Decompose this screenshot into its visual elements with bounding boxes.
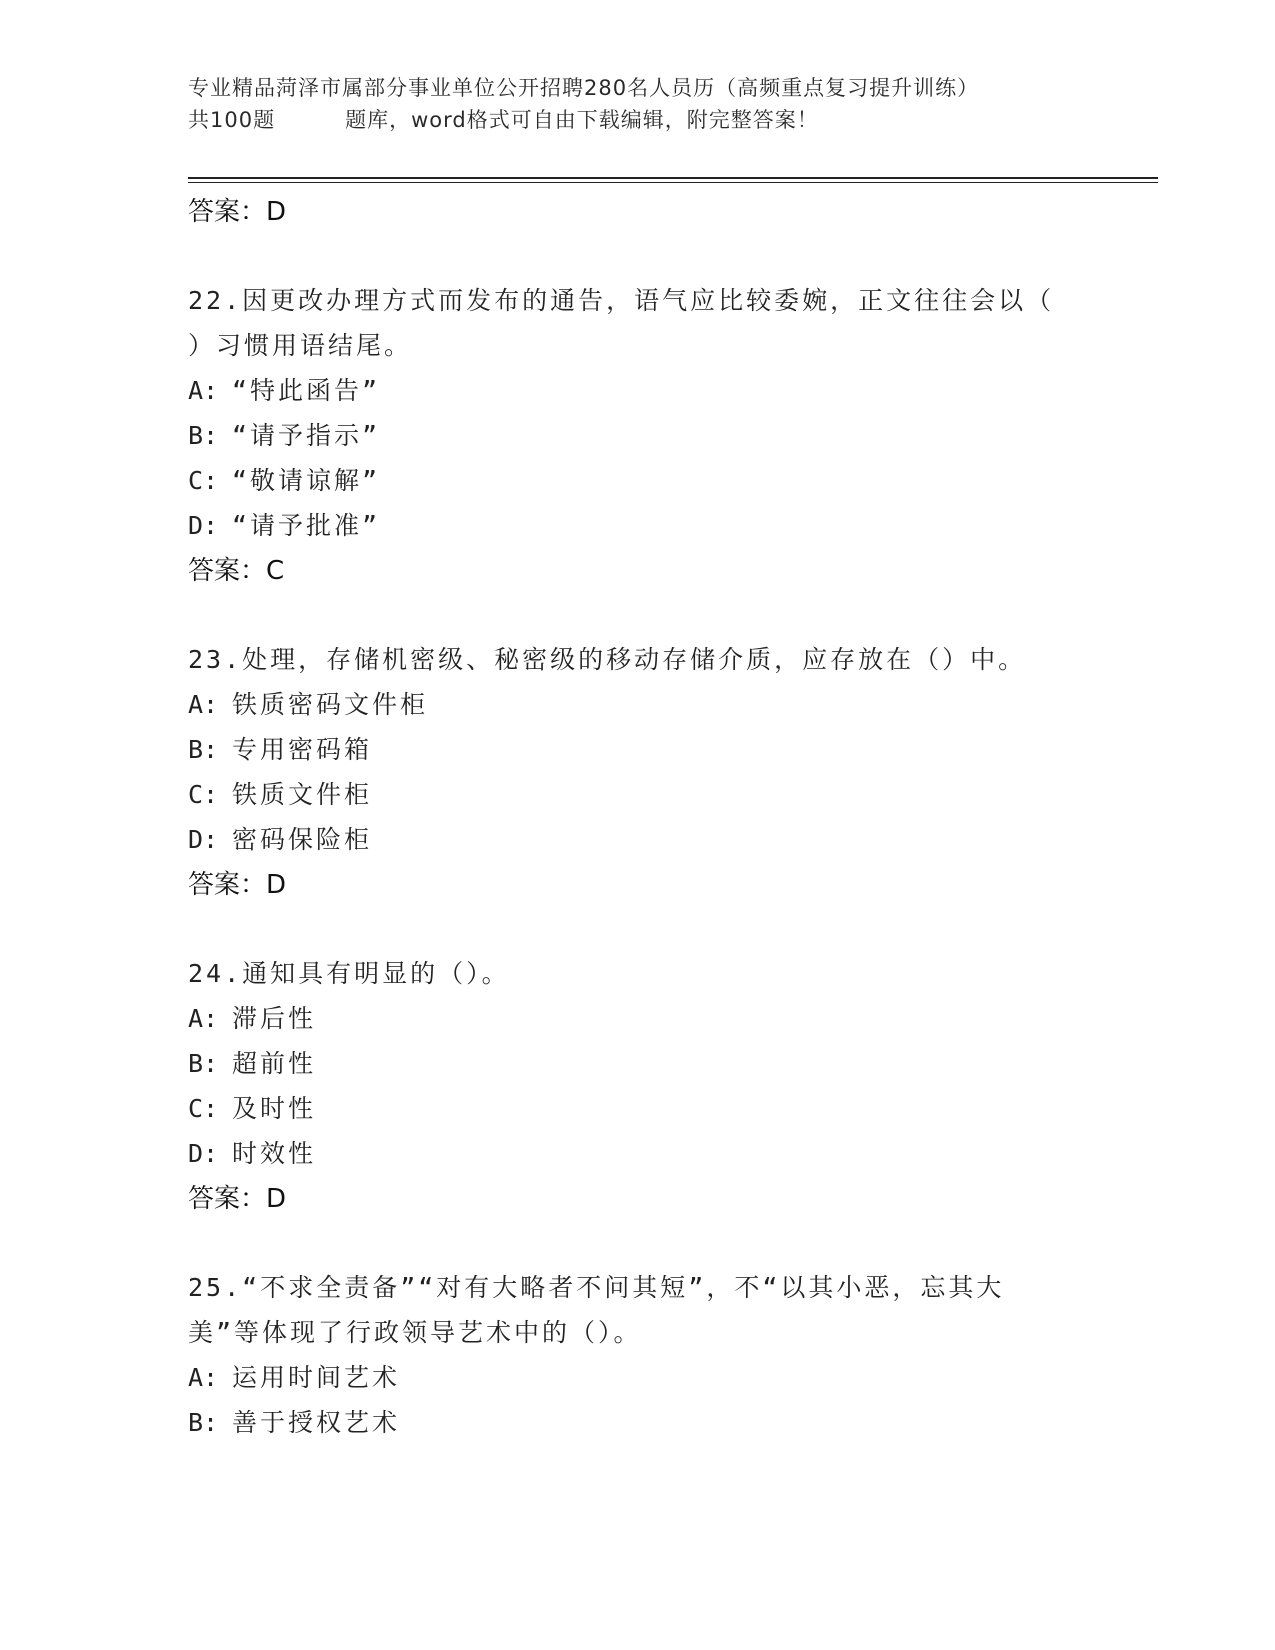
option-text: 善于授权艺术 xyxy=(232,1408,401,1437)
header-divider-thick xyxy=(188,177,1158,179)
option-a xyxy=(188,682,1088,727)
option-text: “请予指示” xyxy=(232,421,381,450)
question-stem-line: 23.处理，存储机密级、秘密级的移动存储介质，应存放在（）中。 xyxy=(188,645,1027,674)
answer-line: 答案：D xyxy=(188,197,287,227)
answer-line: 答案：D xyxy=(188,870,287,900)
option-text: “敬请谅解” xyxy=(232,466,381,495)
option-key: A: xyxy=(188,376,219,405)
question-item xyxy=(188,278,1088,594)
question-stem-line: 24.通知具有明显的（）。 xyxy=(188,959,510,988)
option-a xyxy=(188,996,1088,1041)
header-subtitle-line xyxy=(188,104,1088,136)
option-text: 铁质文件柜 xyxy=(232,780,373,809)
option-key: D: xyxy=(188,511,219,540)
question-list xyxy=(188,189,1088,1445)
option-text: 时效性 xyxy=(232,1139,317,1168)
answer-line: 答案：D xyxy=(188,1184,287,1214)
option-c xyxy=(188,1086,1088,1131)
option-text: 滞后性 xyxy=(232,1004,317,1033)
option-text: 密码保险柜 xyxy=(232,825,373,854)
option-key: C: xyxy=(188,1094,219,1123)
question-stem xyxy=(188,637,1088,682)
header-question-count: 共100题 xyxy=(188,108,276,132)
question-stem-line: 22.因更改办理方式而发布的通告，语气应比较委婉，正文往往会以（ xyxy=(188,286,1055,315)
option-text: 运用时间艺术 xyxy=(232,1363,401,1392)
option-c xyxy=(188,458,1088,503)
option-key: C: xyxy=(188,466,219,495)
option-key: D: xyxy=(188,825,219,854)
option-b xyxy=(188,1400,1088,1445)
option-a xyxy=(188,1355,1088,1400)
option-c xyxy=(188,772,1088,817)
document-header xyxy=(188,72,1088,136)
option-d xyxy=(188,817,1088,862)
question-item xyxy=(188,1265,1088,1445)
option-key: A: xyxy=(188,1004,219,1033)
option-text: 及时性 xyxy=(232,1094,317,1123)
option-b xyxy=(188,727,1088,772)
option-key: C: xyxy=(188,780,219,809)
option-b xyxy=(188,1041,1088,1086)
option-key: A: xyxy=(188,1363,219,1392)
option-d xyxy=(188,1131,1088,1176)
answer-line: 答案：C xyxy=(188,556,285,586)
header-divider-thin xyxy=(188,182,1158,183)
question-stem-line: 25.“不求全责备”“对有大略者不问其短”，不“以其小恶，忘其大 xyxy=(188,1273,1005,1302)
option-key: A: xyxy=(188,690,219,719)
option-d xyxy=(188,503,1088,548)
question-item xyxy=(188,637,1088,908)
option-key: B: xyxy=(188,1408,219,1437)
question-stem-line: 美”等体现了行政领导艺术中的（）。 xyxy=(188,1318,642,1347)
option-text: 专用密码箱 xyxy=(232,735,373,764)
header-description: 题库，word格式可自由下载编辑，附完整答案！ xyxy=(345,108,819,132)
option-text: “特此函告” xyxy=(232,376,381,405)
option-b xyxy=(188,413,1088,458)
option-a xyxy=(188,368,1088,413)
question-stem-line: ）习惯用语结尾。 xyxy=(188,331,413,360)
option-key: D: xyxy=(188,1139,219,1168)
option-key: B: xyxy=(188,421,219,450)
option-text: 铁质密码文件柜 xyxy=(232,690,429,719)
option-key: B: xyxy=(188,735,219,764)
question-stem xyxy=(188,278,1088,368)
question-stem xyxy=(188,951,1088,996)
header-title-line: 专业精品菏泽市属部分事业单位公开招聘280名人员历（高频重点复习提升训练） xyxy=(188,76,980,100)
option-key: B: xyxy=(188,1049,219,1078)
question-stem xyxy=(188,1265,1088,1355)
question-item xyxy=(188,951,1088,1222)
option-text: 超前性 xyxy=(232,1049,317,1078)
option-text: “请予批准” xyxy=(232,511,381,540)
